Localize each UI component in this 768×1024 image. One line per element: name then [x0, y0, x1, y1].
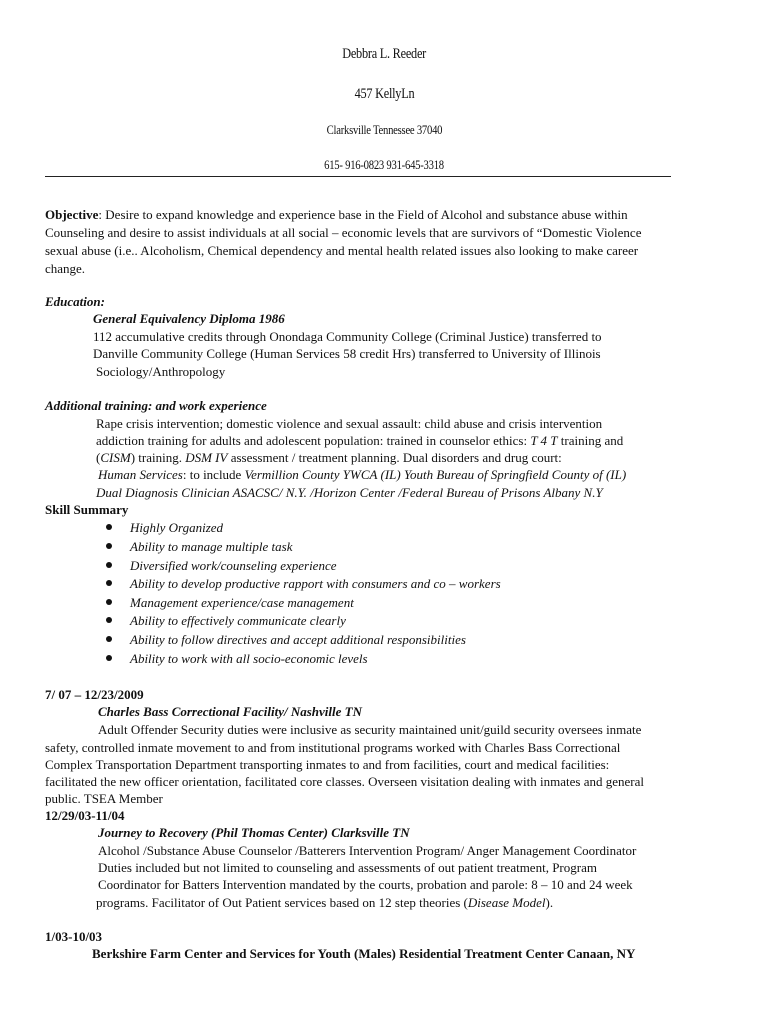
bullet-icon: [106, 617, 112, 623]
job1-title: Charles Bass Correctional Facility/ Nashville TN: [98, 704, 362, 719]
job2-line-2: Duties included but not limited to counseling and assessments of out patient treatment, Program: [98, 860, 597, 875]
job1-line-5: public. TSEA Member: [45, 791, 163, 806]
bullet-icon: [106, 543, 112, 549]
job1-line-4: facilitated the new officer orientation, facilitated core classes. Overseen visitation dealing with inmates and general: [45, 774, 644, 789]
city-state-zip: Clarksville Tennessee 37040: [326, 122, 442, 137]
skill-item: Ability to follow directives and accept additional responsibilities: [130, 632, 466, 647]
skills-heading: Skill Summary: [45, 502, 129, 517]
header-divider: [45, 176, 671, 177]
job3-title: Berkshire Farm Center and Services for Youth (Males) Residential Treatment Center Canaan, NY: [92, 946, 636, 961]
education-line-2: Danville Community College (Human Services 58 credit Hrs) transferred to University of Illinois: [93, 346, 601, 361]
training-line-2: addiction training for adults and adolescent population: trained in counselor ethics: T 4 T training and: [96, 433, 624, 448]
job1-line-2: safety, controlled inmate movement to and from institutional programs worked with Charles Bass Correctional: [45, 740, 621, 755]
education-diploma: General Equivalency Diploma 1986: [93, 311, 285, 326]
job3-dates: 1/03-10/03: [45, 929, 103, 944]
job2-line-1: Alcohol /Substance Abuse Counselor /Batterers Intervention Program/ Anger Management Coordinator: [98, 843, 637, 858]
skill-item: Diversified work/counseling experience: [130, 558, 337, 573]
objective-label: Objective: [45, 207, 99, 222]
bullet-icon: [106, 636, 112, 642]
skill-item: Ability to effectively communicate clearly: [130, 613, 346, 628]
job2-title: Journey to Recovery (Phil Thomas Center) Clarksville TN: [98, 825, 410, 840]
bullet-icon: [106, 580, 112, 586]
objective-line-4: change.: [45, 261, 86, 276]
skill-item: Highly Organized: [130, 520, 224, 535]
bullet-icon: [106, 655, 112, 661]
phone-numbers: 615- 916-0823 931-645-3318: [324, 157, 444, 172]
skill-item: Ability to work with all socio-economic levels: [130, 651, 368, 666]
skill-item: Management experience/case management: [130, 595, 354, 610]
bullet-icon: [106, 599, 112, 605]
job2-line-3: Coordinator for Batters Intervention mandated by the courts, probation and parole: 8 – 10 and 24 week: [98, 877, 633, 892]
bullet-icon: [106, 562, 112, 568]
training-line-3: (CISM) training. DSM IV assessment / treatment planning. Dual disorders and drug court:: [96, 450, 562, 465]
job2-line-4: programs. Facilitator of Out Patient services based on 12 step theories (Disease Model).: [96, 895, 554, 910]
skill-item: Ability to develop productive rapport with consumers and co – workers: [130, 576, 501, 591]
objective-line-2: Counseling and desire to assist individuals at all social – economic levels that are survivors of “Domestic Violence: [45, 225, 642, 240]
training-heading: Additional training: and work experience: [45, 398, 267, 413]
bullet-icon: [106, 524, 112, 530]
job1-line-1: Adult Offender Security duties were inclusive as security maintained unit/guild security oversees inmate: [98, 722, 642, 737]
training-line-1: Rape crisis intervention; domestic violence and sexual assault: child abuse and crisis intervention: [96, 416, 603, 431]
objective-line-3: sexual abuse (i.e.. Alcoholism, Chemical dependency and mental health related issues also looking to make career: [45, 243, 639, 258]
job1-dates: 7/ 07 – 12/23/2009: [45, 687, 144, 702]
education-line-1: 112 accumulative credits through Onondaga Community College (Criminal Justice) transferred to: [93, 329, 602, 344]
education-heading: Education:: [45, 294, 105, 309]
skill-item: Ability to manage multiple task: [130, 539, 293, 554]
applicant-name: Debbra L. Reeder: [342, 46, 426, 62]
education-line-3: Sociology/Anthropology: [96, 364, 226, 379]
job2-dates: 12/29/03-11/04: [45, 808, 125, 823]
objective-line-1: Objective: Desire to expand knowledge and experience base in the Field of Alcohol and substance abuse within: [45, 207, 628, 222]
training-line-5: Dual Diagnosis Clinician ASACSC/ N.Y. /Horizon Center /Federal Bureau of Prisons Albany N.Y: [96, 485, 603, 500]
training-line-4: Human Services: to include Vermillion County YWCA (IL) Youth Bureau of Springfield County of (IL): [98, 467, 627, 482]
street-address: 457 KellyLn: [354, 86, 414, 102]
job1-line-3: Complex Transportation Department transporting inmates to and from facilities, court and medical facilities:: [45, 757, 610, 772]
